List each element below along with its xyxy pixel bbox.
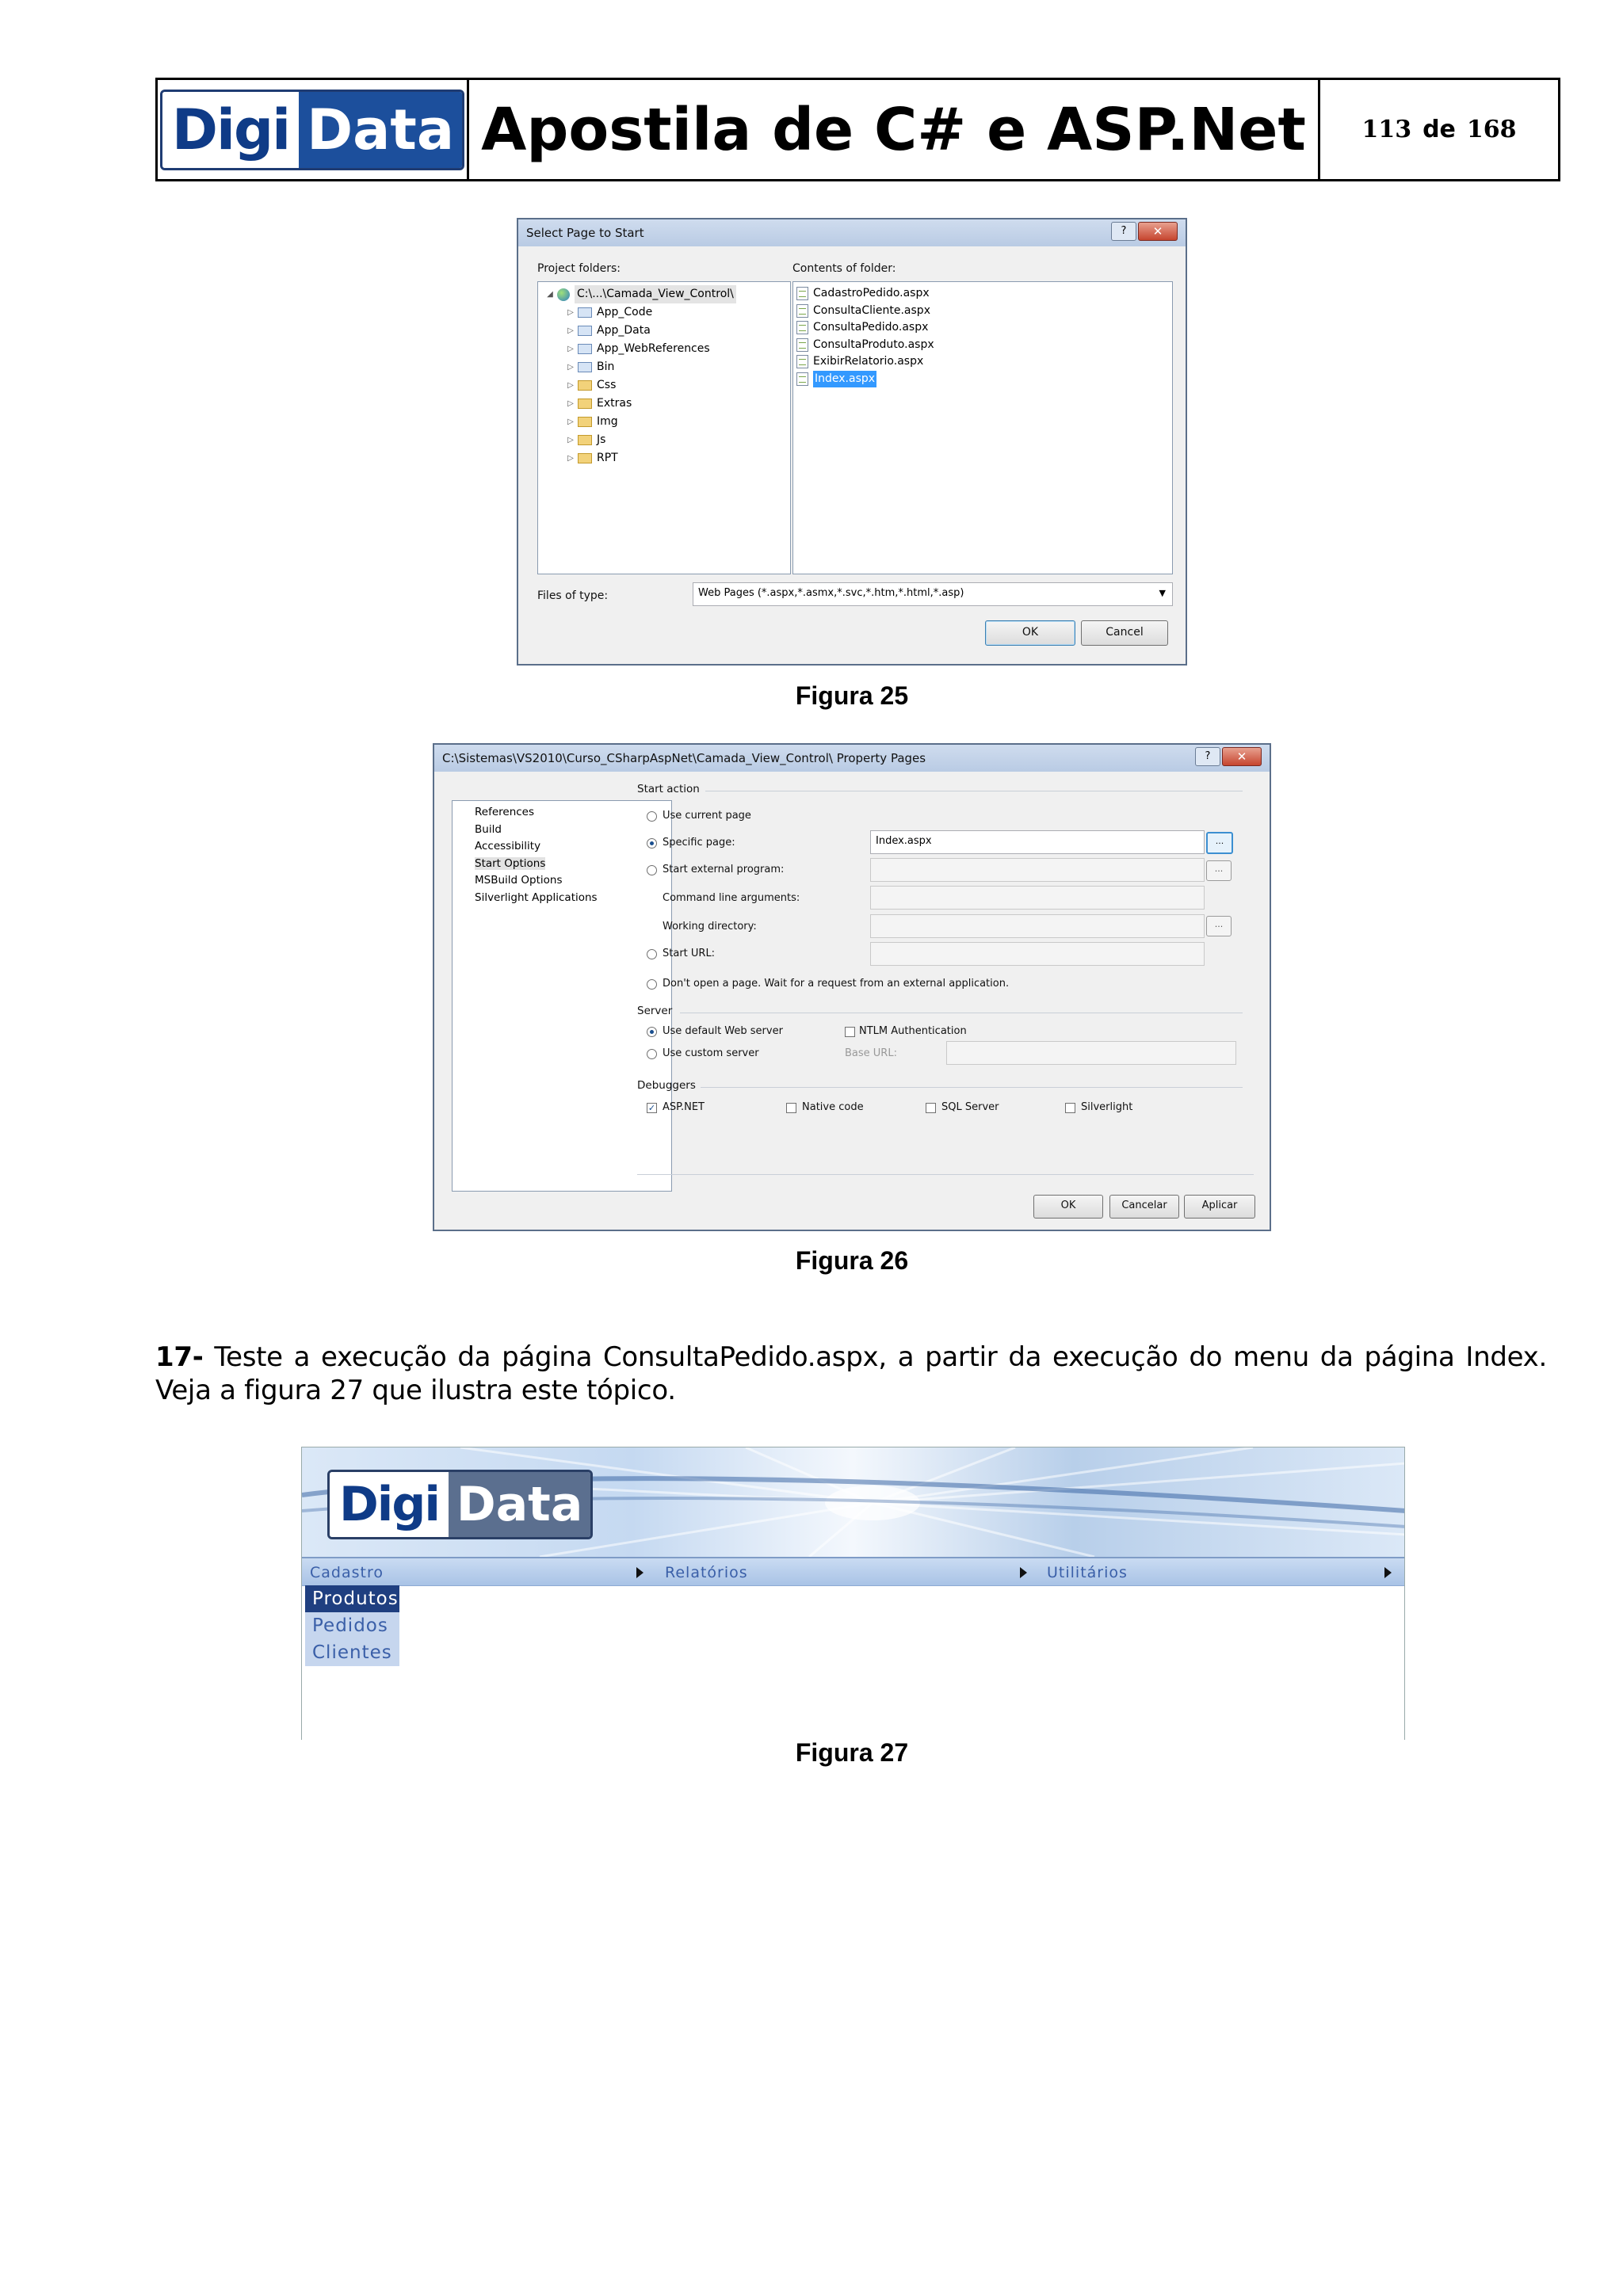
page-current: 113 [1361,116,1412,143]
logo-part1: Digi [330,1472,449,1537]
working-dir-input[interactable] [870,914,1205,938]
folder-icon [578,344,592,354]
menu-relatorios[interactable]: Relatórios [665,1564,748,1581]
submenu-arrow-icon [1020,1567,1027,1578]
silverlight-label: Silverlight [1081,1101,1133,1113]
folder-icon [578,453,592,463]
folder-icon [578,380,592,391]
aspx-file-icon [796,304,808,318]
submenu-clientes[interactable]: Clientes [305,1639,399,1666]
collapsed-arrow-icon: ▷ [567,326,574,335]
main-menu [302,1557,1404,1586]
base-url-label: Base URL: [845,1047,897,1059]
nav-start-options[interactable]: Start Options [475,856,546,870]
nav-accessibility[interactable]: Accessibility [475,840,541,852]
working-dir-label: Working directory: [663,921,757,933]
folder-icon [578,417,592,427]
tree-item[interactable]: ▷ Img [543,413,785,431]
nav-references[interactable]: References [475,806,535,818]
logo-part2: Data [299,92,462,168]
server-group-label: Server [637,1005,673,1017]
sql-label: SQL Server [941,1101,999,1113]
digidata-logo [160,90,464,170]
debuggers-group-label: Debuggers [637,1079,696,1092]
tree-item[interactable]: ▷ Bin [543,358,785,376]
close-button[interactable]: ✕ [1138,222,1178,241]
dialog-body [434,772,1270,1230]
start-action-group-label: Start action [637,783,700,795]
dialog-titlebar [518,219,1186,247]
page-header [155,78,1560,181]
collapsed-arrow-icon: ▷ [567,418,574,426]
aspx-file-icon [796,321,808,334]
site-banner [302,1447,1404,1557]
collapsed-arrow-icon: ▷ [567,363,574,372]
start-url-label: Start URL: [663,948,716,959]
tree-item[interactable]: ▷ App_Data [543,322,785,340]
tree-root[interactable]: ◢ C:\...\Camada_View_Control\ [543,285,785,303]
use-default-server-label: Use default Web server [663,1025,783,1037]
base-url-input[interactable] [946,1041,1236,1065]
native-label: Native code [802,1101,864,1113]
folder-icon [578,362,592,372]
contents-list[interactable] [792,281,1173,574]
contents-label: Contents of folder: [792,262,896,275]
aspnet-checkbox[interactable]: ✓ [647,1103,656,1113]
index-page-screenshot [301,1447,1405,1740]
specific-page-input[interactable]: Index.aspx [870,830,1205,854]
collapsed-arrow-icon: ▷ [567,345,574,353]
file-item[interactable]: CadastroPedido.aspx [796,285,1169,303]
aspx-file-icon [796,355,808,368]
file-item-selected[interactable]: Index.aspx [796,371,1169,388]
collapsed-arrow-icon: ▷ [567,436,574,444]
sql-checkbox[interactable] [926,1103,936,1113]
aspx-file-icon [796,287,808,300]
step-number: 17- [155,1341,204,1373]
tree-item[interactable]: ▷ App_Code [543,303,785,322]
specific-page-label: Specific page: [663,837,735,849]
folder-icon [578,435,592,445]
ntlm-checkbox[interactable] [845,1027,855,1037]
help-button[interactable]: ? [1111,222,1136,241]
figure-26-caption: Figura 26 [795,1246,909,1275]
menu-utilitarios[interactable]: Utilitários [1047,1564,1128,1581]
files-of-type-select[interactable]: Web Pages (*.aspx,*.asmx,*.svc,*.htm,*.html,*.asp) ▼ [693,582,1173,606]
nav-build[interactable]: Build [475,822,502,836]
logo-part2: Data [449,1472,590,1537]
dialog-titlebar [434,745,1270,772]
tree-item[interactable]: ▷ Extras [543,395,785,413]
property-nav [452,800,672,1192]
web-project-icon [557,288,570,301]
ntlm-label: NTLM Authentication [859,1025,967,1037]
use-default-server-radio[interactable] [647,1027,657,1037]
ok-button[interactable]: OK [985,620,1075,646]
start-external-label: Start external program: [663,864,785,875]
file-item[interactable]: ConsultaProduto.aspx [796,337,1169,354]
specific-page-radio[interactable] [647,838,657,849]
submenu-produtos[interactable]: Produtos [305,1585,399,1612]
header-logo [158,80,469,179]
submenu-pedidos[interactable]: Pedidos [305,1612,399,1639]
use-custom-server-radio[interactable] [647,1049,657,1059]
dialog-title: C:\Sistemas\VS2010\Curso_CSharpAspNet\Camada_View_Control\ Property Pages [442,751,926,765]
help-button[interactable]: ? [1195,747,1220,766]
file-item[interactable]: ConsultaCliente.aspx [796,303,1169,320]
logo-part1: Digi [162,92,299,168]
cancel-button[interactable]: Cancel [1081,620,1168,646]
aspx-file-icon [796,338,808,352]
document-title: Apostila de C# e ASP.Net [469,80,1320,179]
file-item[interactable]: ConsultaPedido.aspx [796,319,1169,337]
browse-program-button[interactable]: ... [1206,860,1232,881]
cmd-args-label: Command line arguments: [663,892,800,904]
folder-icon [578,326,592,336]
collapsed-arrow-icon: ▷ [567,381,574,390]
dont-open-radio[interactable] [647,979,657,990]
collapsed-arrow-icon: ▷ [567,399,574,408]
menu-cadastro[interactable]: Cadastro [310,1564,384,1581]
page-total: 168 [1466,116,1517,143]
use-current-label: Use current page [663,810,751,822]
use-custom-server-label: Use custom server [663,1047,759,1059]
step-text: Teste a execução da página ConsultaPedido.aspx, a partir da execução do menu da página Index. Veja a figura 27 que ilustra este tópico. [155,1341,1547,1406]
nav-msbuild-options[interactable]: MSBuild Options [475,874,563,887]
cancelar-button[interactable]: Cancelar [1109,1195,1179,1219]
collapsed-arrow-icon: ▷ [567,308,574,317]
nav-silverlight-applications[interactable]: Silverlight Applications [475,891,598,904]
ok-button[interactable]: OK [1033,1195,1103,1219]
file-item[interactable]: ExibirRelatorio.aspx [796,353,1169,371]
aspx-file-icon [796,372,808,386]
browse-page-button[interactable]: ... [1206,832,1233,854]
folder-icon [578,399,592,409]
select-page-dialog [517,218,1187,666]
tree-item[interactable]: ▷ Js [543,431,785,449]
dropdown-arrow-icon: ▼ [1159,588,1166,598]
project-folders-tree[interactable] [537,281,791,574]
native-checkbox[interactable] [786,1103,796,1113]
site-logo [327,1470,593,1539]
dialog-body [518,246,1186,664]
tree-item[interactable]: ▷ App_WebReferences [543,340,785,358]
folder-icon [578,307,592,318]
page-counter [1320,80,1558,179]
figure-27-caption: Figura 27 [795,1738,909,1767]
start-url-radio[interactable] [647,949,657,959]
step-17-paragraph [155,1341,1547,1407]
browse-dir-button[interactable]: ... [1206,916,1232,936]
start-url-input[interactable] [870,942,1205,966]
expanded-arrow-icon: ◢ [547,290,553,299]
close-button[interactable]: ✕ [1222,747,1262,766]
project-folders-label: Project folders: [537,262,621,275]
aspnet-label: ASP.NET [663,1101,705,1113]
submenu-arrow-icon [636,1567,643,1578]
cmd-args-input[interactable] [870,886,1205,910]
page-separator: de [1423,116,1456,143]
figure-25-caption: Figura 25 [795,681,909,710]
tree-item[interactable]: ▷ RPT [543,449,785,467]
aplicar-button[interactable]: Aplicar [1184,1195,1255,1219]
start-external-radio[interactable] [647,865,657,875]
dialog-title: Select Page to Start [526,226,644,240]
tree-item[interactable]: ▷ Css [543,376,785,395]
property-pages-dialog [433,743,1271,1231]
collapsed-arrow-icon: ▷ [567,454,574,463]
submenu-arrow-icon [1384,1567,1392,1578]
external-program-input[interactable] [870,858,1205,882]
files-of-type-label: Files of type: [537,589,609,602]
silverlight-checkbox[interactable] [1065,1103,1075,1113]
dont-open-label: Don't open a page. Wait for a request from an external application. [663,978,1010,990]
use-current-radio[interactable] [647,811,657,822]
